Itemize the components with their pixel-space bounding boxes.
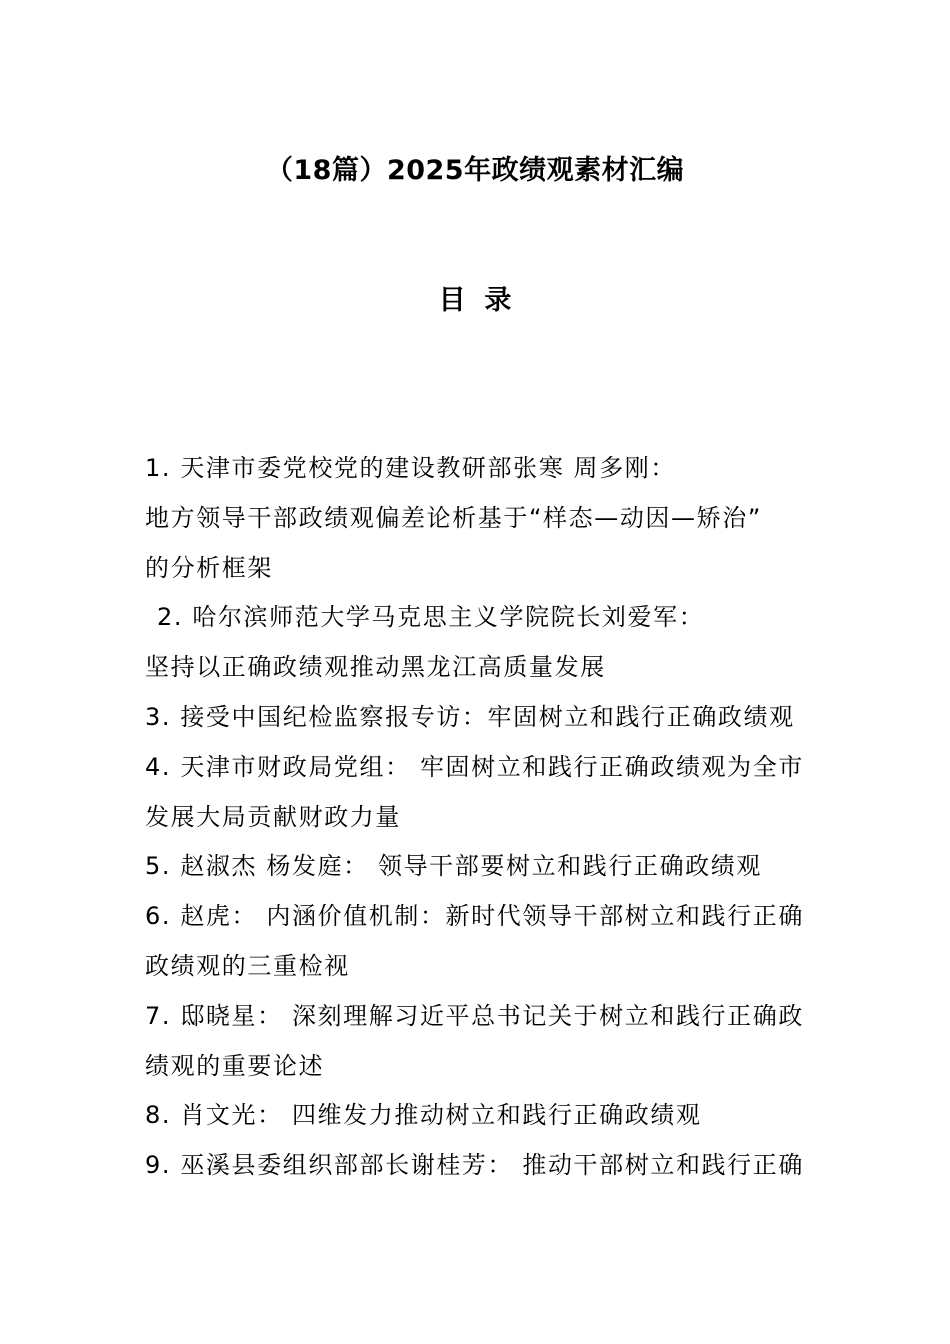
toc-line: 6. 赵虎： 内涵价值机制：新时代领导干部树立和践行正确: [145, 902, 804, 931]
toc-line: 7. 邸晓星： 深刻理解习近平总书记关于树立和践行正确政: [145, 1001, 804, 1030]
toc-line: 发展大局贡献财政力量: [145, 802, 401, 831]
toc-line: 坚持以正确政绩观推动黑龙江高质量发展: [145, 653, 606, 682]
toc-line: 4. 天津市财政局党组： 牢固树立和践行正确政绩观为全市: [145, 752, 804, 781]
toc-line: 9. 巫溪县委组织部部长谢桂芳： 推动干部树立和践行正确: [145, 1151, 804, 1180]
toc-line: 3. 接受中国纪检监察报专访：牢固树立和践行正确政绩观: [145, 702, 795, 731]
toc-line: 8. 肖文光： 四维发力推动树立和践行正确政绩观: [145, 1101, 702, 1130]
toc-line: 地方领导干部政绩观偏差论析基于“样态—动因—矫治”: [145, 503, 762, 532]
document-title: （18篇）2025年政绩观素材汇编: [265, 155, 685, 186]
toc-line: 政绩观的三重检视: [145, 951, 350, 980]
toc-line: 绩观的重要论述: [145, 1051, 325, 1080]
toc-line: 1. 天津市委党校党的建设教研部张寒 周多刚：: [145, 454, 676, 482]
table-of-contents: [145, 450, 825, 1197]
toc-line: 的分析框架: [145, 553, 273, 582]
toc-line: 2. 哈尔滨师范大学马克思主义学院院长刘爱军：: [157, 603, 705, 632]
toc-line: 5. 赵淑杰 杨发庭： 领导干部要树立和践行正确政绩观: [145, 852, 762, 881]
toc-heading: 目 录: [438, 285, 512, 316]
